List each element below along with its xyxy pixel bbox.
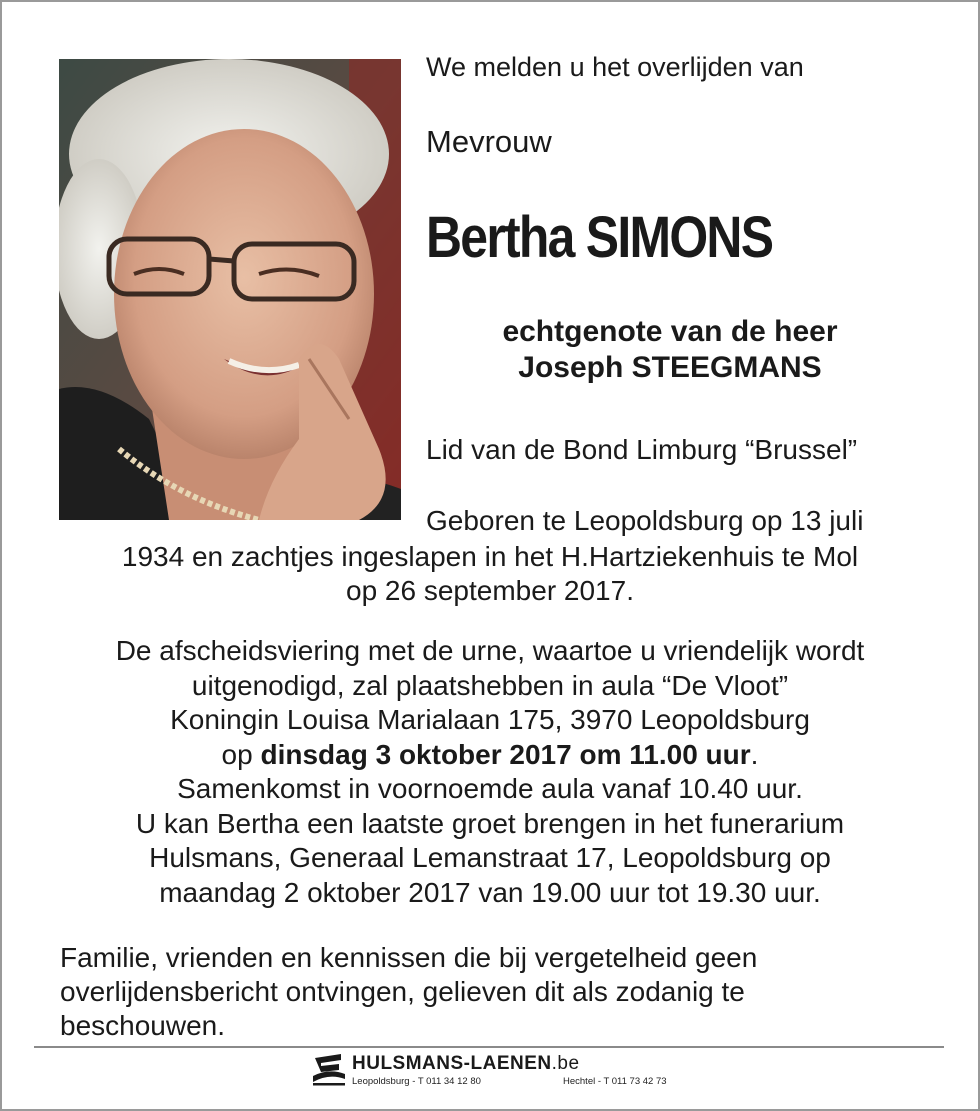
closing-line-2: overlijdensbericht ontvingen, gelieven dit als zodanig te xyxy=(60,976,745,1007)
birth-line-3: op 26 september 2017. xyxy=(346,575,634,606)
footer-divider xyxy=(34,1046,944,1048)
spouse-block xyxy=(420,314,920,386)
ceremony-line-4 xyxy=(0,738,980,773)
ceremony-line-2: uitgenodigd, zal plaatshebben in aula “De Vloot” xyxy=(191,669,789,701)
ceremony-line-3: Koningin Louisa Marialaan 175, 3970 Leopoldsburg xyxy=(170,704,810,735)
spouse-line-1: echtgenote van de heer xyxy=(502,315,838,348)
brand-domain: .be xyxy=(551,1053,580,1074)
deceased-name: Bertha SIMONS xyxy=(426,205,773,270)
closing-block xyxy=(60,941,860,1043)
brand-name: HULSMANS-LAENEN xyxy=(352,1053,552,1074)
portrait-photo xyxy=(59,59,401,520)
salutation: Mevrouw xyxy=(426,124,552,159)
ceremony-date: dinsdag 3 oktober 2017 om 11.00 uur xyxy=(260,738,751,770)
funeral-home-logo-icon xyxy=(311,1052,347,1086)
ceremony-line-1: De afscheidsviering met de urne, waartoe u vriendelijk wordt xyxy=(115,635,865,666)
phone-leopoldsburg: Leopoldsburg - T 011 34 12 80 xyxy=(352,1076,481,1087)
birth-line-2: 1934 en zachtjes ingeslapen in het H.Hartziekenhuis te Mol xyxy=(121,541,859,572)
ceremony-date-prefix: op xyxy=(221,738,261,770)
birth-line-1: Geboren te Leopoldsburg op 13 juli xyxy=(426,505,864,536)
ceremony-line-7: Hulsmans, Generaal Lemanstraat 17, Leopoldsburg op xyxy=(149,842,831,873)
ceremony-line-5: Samenkomst in voornoemde aula vanaf 10.40 uur. xyxy=(177,773,803,804)
funeral-home-brand xyxy=(352,1053,580,1075)
ceremony-line-6: U kan Bertha een laatste groet brengen in het funerarium xyxy=(135,807,845,839)
ceremony-date-suffix: . xyxy=(750,738,759,770)
closing-line-1: Familie, vrienden en kennissen die bij vergetelheid geen xyxy=(60,942,758,973)
membership-text: Lid van de Bond Limburg “Brussel” xyxy=(426,434,858,465)
intro-text: We melden u het overlijden van xyxy=(426,52,804,82)
closing-line-3: beschouwen. xyxy=(60,1010,226,1041)
phone-hechtel: Hechtel - T 011 73 42 73 xyxy=(563,1076,667,1087)
spouse-line-2: Joseph STEEGMANS xyxy=(518,351,822,384)
ceremony-line-8: maandag 2 oktober 2017 van 19.00 uur tot 19.30 uur. xyxy=(159,876,821,908)
birth-block xyxy=(0,540,980,608)
ceremony-block xyxy=(0,634,980,910)
